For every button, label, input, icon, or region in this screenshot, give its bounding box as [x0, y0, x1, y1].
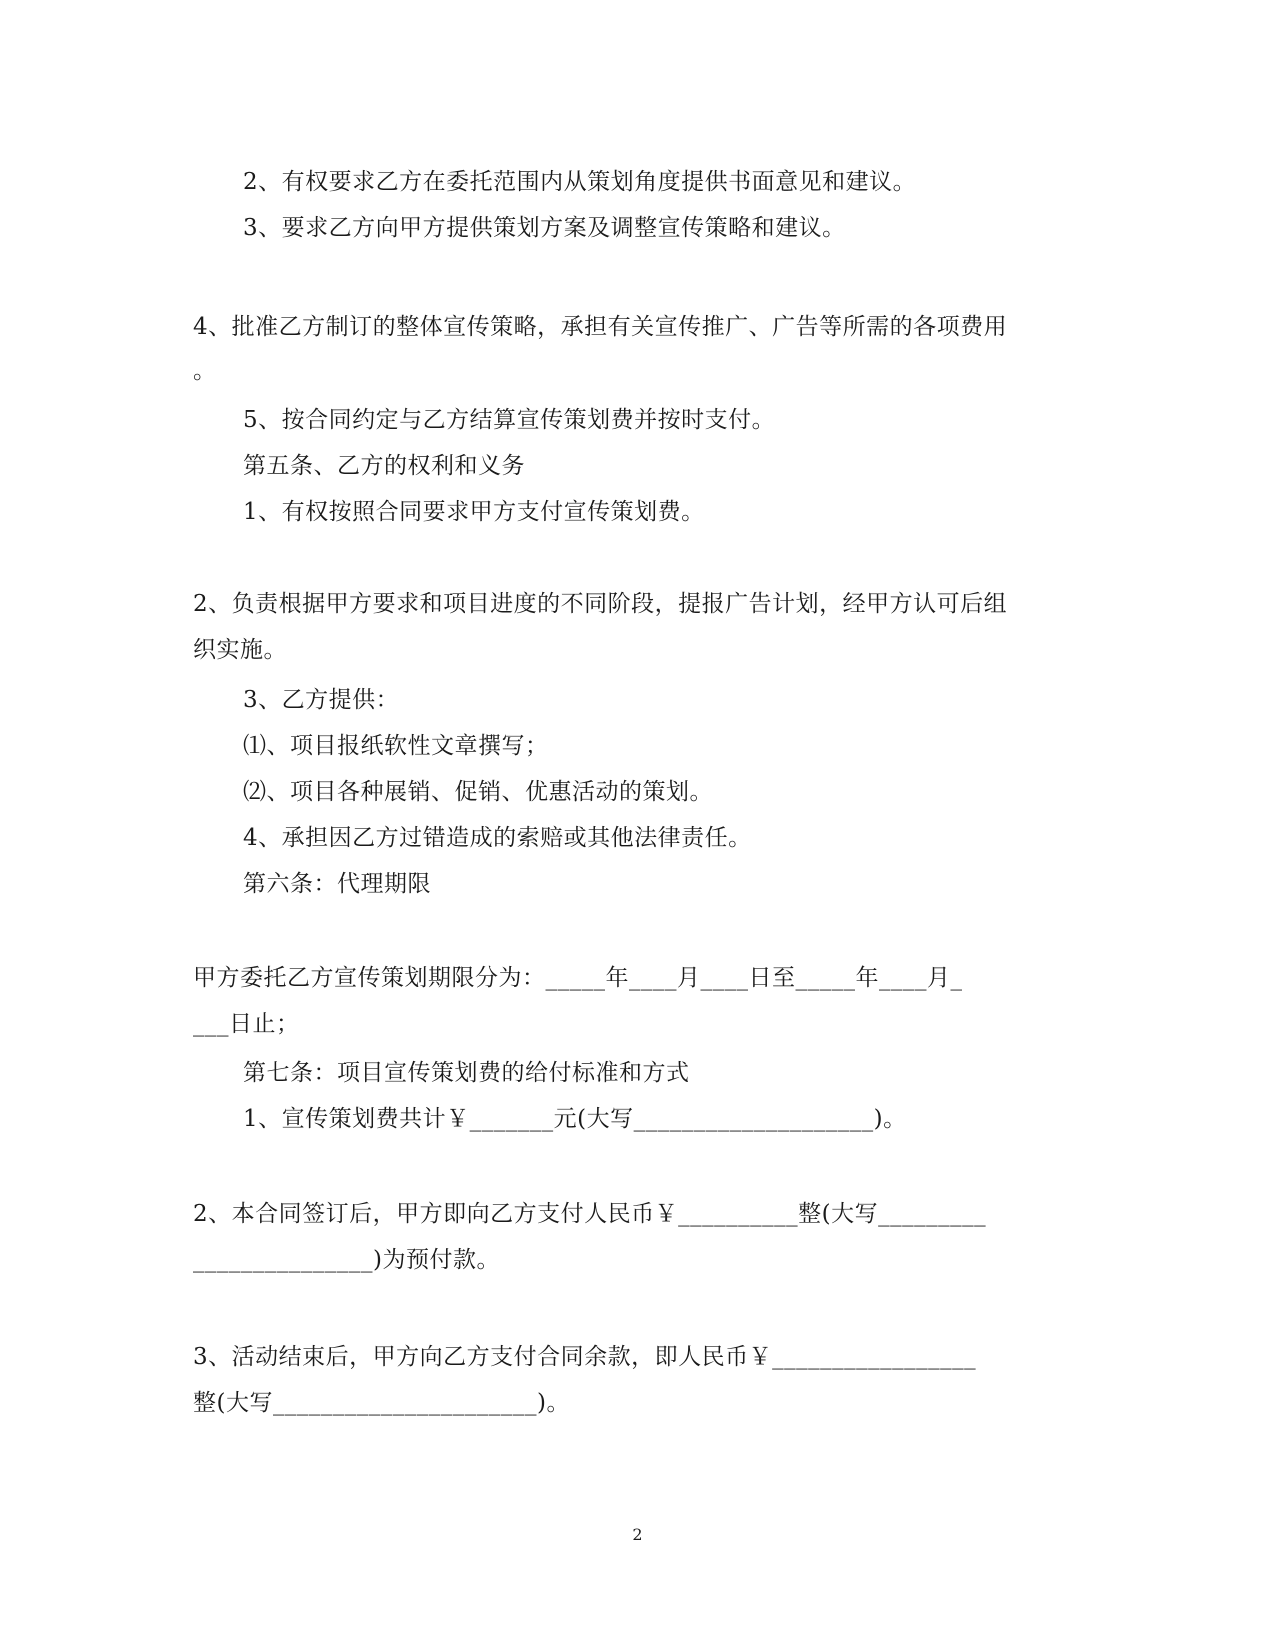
clause-line: _______________)为预付款。: [193, 1247, 500, 1273]
clause-line: 2、有权要求乙方在委托范围内从策划角度提供书面意见和建议。: [243, 169, 917, 195]
clause-line: 2、本合同签订后，甲方即向乙方支付人民币￥__________整(大写_________: [193, 1201, 987, 1227]
section-heading: 第六条：代理期限: [243, 871, 431, 897]
clause-line: 。: [193, 358, 217, 384]
clause-line: 3、乙方提供：: [243, 687, 400, 713]
page-number: 2: [632, 1525, 643, 1544]
section-heading: 第五条、乙方的权利和义务: [243, 453, 525, 479]
clause-line: 4、承担因乙方过错造成的索赔或其他法律责任。: [243, 825, 752, 851]
clause-line: 整(大写______________________)。: [193, 1390, 570, 1416]
clause-line: 甲方委托乙方宣传策划期限分为：_____年____月____日至_____年____月_: [193, 965, 963, 991]
clause-line: 3、要求乙方向甲方提供策划方案及调整宣传策略和建议。: [243, 215, 846, 241]
section-heading: 第七条：项目宣传策划费的给付标准和方式: [243, 1060, 690, 1086]
clause-line: 5、按合同约定与乙方结算宣传策划费并按时支付。: [243, 407, 776, 433]
clause-line: ⑵、项目各种展销、促销、优惠活动的策划。: [243, 779, 713, 805]
clause-line: 3、活动结束后，甲方向乙方支付合同余款，即人民币￥_________________: [193, 1344, 977, 1370]
clause-line: 1、宣传策划费共计￥_______元(大写____________________)。: [243, 1106, 907, 1132]
clause-line: 2、负责根据甲方要求和项目进度的不同阶段，提报广告计划，经甲方认可后组: [193, 591, 1008, 617]
clause-line: 织实施。: [193, 637, 287, 663]
clause-line: ⑴、项目报纸软性文章撰写；: [243, 733, 549, 759]
clause-line: ___日止；: [193, 1011, 300, 1037]
clause-line: 1、有权按照合同要求甲方支付宣传策划费。: [243, 499, 705, 525]
clause-line: 4、批准乙方制订的整体宣传策略，承担有关宣传推广、广告等所需的各项费用: [193, 314, 1008, 340]
